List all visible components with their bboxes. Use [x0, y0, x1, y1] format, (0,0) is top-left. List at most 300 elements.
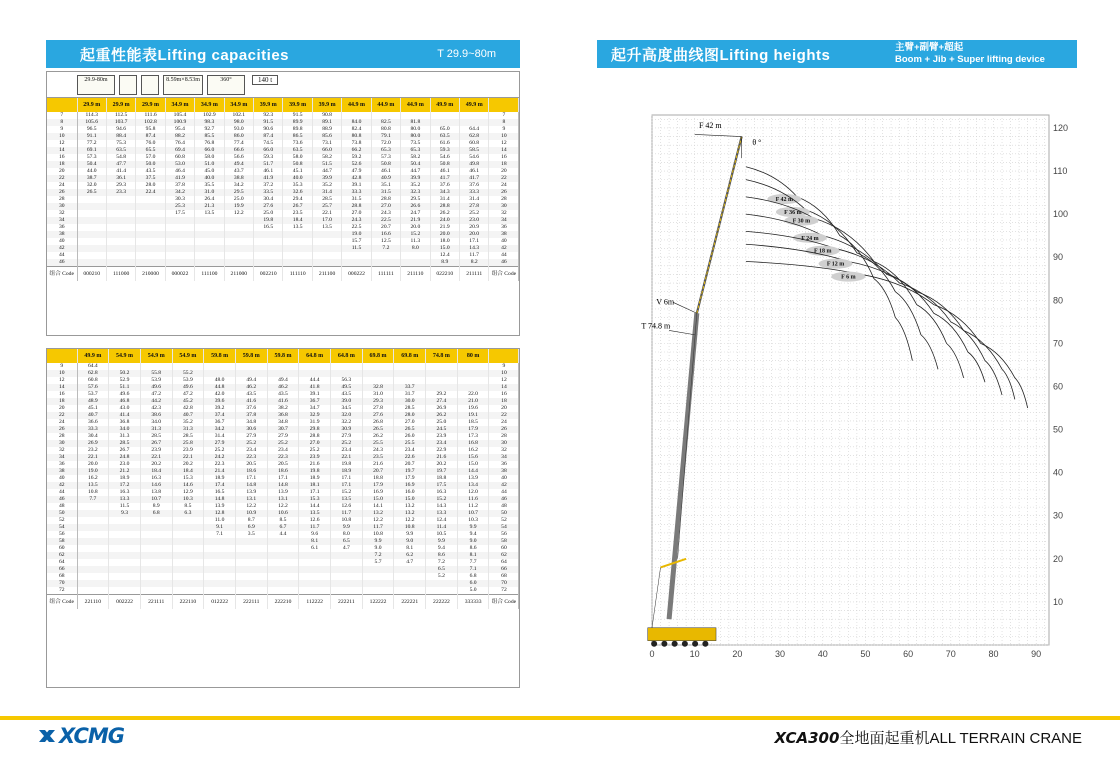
jib-icon	[119, 75, 137, 95]
capacity-cell: 28.0	[394, 412, 426, 419]
capacity-cell	[172, 517, 204, 524]
table-row	[47, 391, 519, 398]
capacity-cell: 41.7	[430, 175, 459, 182]
capacity-cell: 36.8	[109, 419, 141, 426]
capacity-cell: 16.9	[362, 489, 394, 496]
table-row	[47, 468, 519, 475]
capacity-cell: 10.9	[235, 510, 267, 517]
table-row	[47, 210, 519, 217]
capacity-cell: 27.0	[394, 419, 426, 426]
boom-length-icon	[77, 75, 115, 95]
capacity-cell: 17.1	[331, 482, 363, 489]
capacity-cell: 26.9	[426, 405, 458, 412]
annotation-boom-length: T 74.8 m	[641, 321, 671, 331]
radius-cell: 66	[47, 566, 77, 573]
radius-cell: 38	[47, 231, 77, 238]
capacity-cell	[165, 238, 194, 245]
capacity-cell: 13.5	[195, 210, 224, 217]
radius-cell-right: 36	[489, 461, 519, 468]
capacity-cell: 10.8	[331, 517, 363, 524]
capacity-cell: 22.5	[342, 224, 371, 231]
boom-length-label: 29.9-80m	[84, 77, 108, 83]
capacity-cell	[457, 363, 489, 370]
capacity-cell: 16.2	[77, 475, 109, 482]
capacity-cell: 42.0	[204, 391, 236, 398]
capacity-cell: 18.9	[109, 475, 141, 482]
radius-cell-right: 66	[489, 566, 519, 573]
capacity-cell: 12.5	[371, 238, 400, 245]
capacity-cell: 43.5	[235, 391, 267, 398]
curve-label: F 12 m	[826, 261, 845, 268]
capacity-cell	[140, 573, 172, 580]
model-en: ALL TERRAIN CRANE	[929, 730, 1082, 747]
capacity-cell: 86.5	[283, 133, 312, 140]
capacity-cell: 4.7	[331, 545, 363, 552]
counterweight-label: 140 t	[252, 75, 278, 85]
capacity-cell	[106, 196, 135, 203]
capacity-cell: 58.2	[401, 154, 430, 161]
capacity-cell: 57.3	[371, 154, 400, 161]
capacity-cell: 20.7	[394, 461, 426, 468]
capacity-cell: 9.0	[394, 538, 426, 545]
capacity-cell: 12.2	[267, 503, 299, 510]
capacity-cell: 10.8	[77, 489, 109, 496]
capacity-cell: 14.3	[426, 503, 458, 510]
capacity-cell: 6.5	[331, 538, 363, 545]
radius-cell: 9	[47, 363, 77, 370]
capacity-cell	[195, 238, 224, 245]
radius-cell: 58	[47, 538, 77, 545]
capacity-cell: 5.0	[457, 587, 489, 595]
radius-cell-right: 22	[489, 175, 519, 182]
capacity-cell: 16.3	[426, 489, 458, 496]
capacity-cell	[362, 370, 394, 377]
capacity-cell	[204, 559, 236, 566]
capacity-cell: 57.6	[77, 384, 109, 391]
lifting-capacities-title: 起重性能表Lifting capacities	[80, 46, 290, 64]
capacity-cell	[140, 363, 172, 370]
capacity-cell	[299, 552, 331, 559]
capacity-cell	[331, 559, 363, 566]
capacity-cell	[165, 224, 194, 231]
radius-cell: 10	[47, 370, 77, 377]
capacity-cell: 16.6	[371, 231, 400, 238]
capacity-cell: 25.2	[299, 447, 331, 454]
capacity-cell	[204, 363, 236, 370]
capacity-cell: 24.3	[362, 447, 394, 454]
capacity-cell	[371, 112, 400, 119]
radius-cell: 50	[47, 510, 77, 517]
capacity-cell: 15.2	[331, 489, 363, 496]
capacity-cell: 41.9	[165, 175, 194, 182]
radius-cell-right: 44	[489, 489, 519, 496]
table-row	[47, 398, 519, 405]
capacity-cell: 87.4	[136, 133, 165, 140]
capacity-cell: 63.5	[106, 147, 135, 154]
capacity-cell: 20.7	[362, 468, 394, 475]
capacity-cell: 35.2	[312, 182, 341, 189]
capacity-cell: 53.7	[77, 391, 109, 398]
capacity-cell: 9.6	[299, 531, 331, 538]
capacity-cell: 33.3	[77, 426, 109, 433]
capacity-cell: 16.5	[254, 224, 283, 231]
radius-cell: 24	[47, 419, 77, 426]
capacity-cell: 53.9	[140, 377, 172, 384]
capacity-cell: 86.0	[224, 133, 253, 140]
lifting-capacities-header	[46, 40, 520, 68]
x-tick-label: 40	[817, 649, 828, 659]
capacity-cell: 39.9	[312, 175, 341, 182]
capacity-cell: 50.2	[109, 370, 141, 377]
capacity-cell: 37.2	[254, 182, 283, 189]
radius-cell: 60	[47, 545, 77, 552]
code-row	[47, 595, 519, 609]
capacity-cell: 8.5	[267, 517, 299, 524]
capacity-cell: 8.0	[401, 245, 430, 252]
outrigger-icon	[163, 75, 203, 95]
code-cell: 221111	[140, 595, 172, 609]
radius-cell-right: 70	[489, 580, 519, 587]
capacity-cell: 26.5	[394, 426, 426, 433]
capacity-cell: 51.0	[195, 161, 224, 168]
capacity-cell: 54.6	[430, 154, 459, 161]
capacity-cell: 32.8	[362, 384, 394, 391]
capacity-cell: 30.7	[267, 426, 299, 433]
capacity-cell: 9.0	[362, 545, 394, 552]
capacity-cell: 31.3	[140, 426, 172, 433]
capacity-cell	[235, 545, 267, 552]
capacity-cell: 28.5	[394, 405, 426, 412]
capacity-cell	[140, 566, 172, 573]
capacity-cell: 15.2	[401, 231, 430, 238]
capacity-cell: 43.5	[331, 391, 363, 398]
capacity-cell	[77, 259, 106, 267]
capacity-cell: 91.1	[77, 133, 106, 140]
boom-length-header: 39.9 m	[283, 98, 312, 112]
capacity-cell	[109, 566, 141, 573]
boom-length-header: 49.9 m	[77, 349, 109, 363]
capacity-cell	[172, 573, 204, 580]
capacity-cell: 37.4	[204, 412, 236, 419]
table-row	[47, 203, 519, 210]
capacity-cell: 72.0	[371, 140, 400, 147]
capacity-cell: 50.4	[401, 161, 430, 168]
capacity-cell: 35.3	[283, 182, 312, 189]
capacity-cell: 45.2	[172, 398, 204, 405]
radius-header-left	[47, 98, 77, 112]
capacity-cell: 44.7	[401, 168, 430, 175]
capacity-cell: 13.2	[394, 503, 426, 510]
code-cell: 000222	[342, 267, 371, 281]
capacity-cell: 25.2	[331, 440, 363, 447]
table-row	[47, 238, 519, 245]
table-row	[47, 259, 519, 267]
model-code: XCA300	[774, 729, 840, 747]
radius-cell: 44	[47, 489, 77, 496]
capacity-cell	[394, 370, 426, 377]
capacity-cell	[172, 587, 204, 595]
capacity-cell: 24.7	[401, 210, 430, 217]
capacity-cell: 88.9	[312, 126, 341, 133]
table-row	[47, 517, 519, 524]
capacity-cell: 77.2	[77, 140, 106, 147]
capacity-cell: 9.4	[426, 545, 458, 552]
radius-cell-right: 36	[489, 224, 519, 231]
radius-cell: 20	[47, 405, 77, 412]
x-tick-label: 50	[860, 649, 871, 659]
capacity-cell: 8.1	[299, 538, 331, 545]
capacity-cell: 64.4	[77, 363, 109, 370]
radius-cell: 18	[47, 161, 77, 168]
capacity-cell: 31.5	[371, 189, 400, 196]
radius-cell: 38	[47, 468, 77, 475]
boom-length-header: 29.9 m	[136, 98, 165, 112]
radius-cell: 7	[47, 112, 77, 119]
capacity-cell	[342, 252, 371, 259]
slewing-icon	[207, 75, 245, 95]
table-row	[47, 545, 519, 552]
hook-icon	[141, 75, 159, 95]
capacity-cell	[106, 259, 135, 267]
capacity-cell: 89.8	[283, 126, 312, 133]
capacity-cell	[342, 112, 371, 119]
table-row	[47, 426, 519, 433]
capacity-cell: 42.8	[342, 175, 371, 182]
capacity-cell: 22.1	[77, 454, 109, 461]
capacity-cell: 9.1	[204, 524, 236, 531]
capacity-cell: 89.1	[312, 119, 341, 126]
code-label-right: 组合 Code	[489, 595, 519, 609]
capacity-cell: 12.0	[457, 489, 489, 496]
capacity-cell: 27.6	[362, 412, 394, 419]
capacity-cell: 48.9	[77, 398, 109, 405]
radius-cell: 62	[47, 552, 77, 559]
capacity-cell	[224, 238, 253, 245]
capacity-cell: 58.2	[312, 154, 341, 161]
capacity-cell	[77, 203, 106, 210]
capacity-table-1-panel	[46, 71, 520, 336]
table-row	[47, 552, 519, 559]
capacity-cell: 47.2	[172, 391, 204, 398]
boom-length-header: 54.9 m	[140, 349, 172, 363]
table-row	[47, 224, 519, 231]
table-row	[47, 133, 519, 140]
capacity-cell: 66.0	[312, 147, 341, 154]
capacity-cell: 32.9	[299, 412, 331, 419]
capacity-cell: 49.6	[172, 384, 204, 391]
x-tick-label: 20	[732, 649, 743, 659]
capacity-cell: 33.3	[459, 189, 488, 196]
capacity-cell: 65.3	[371, 147, 400, 154]
capacity-cell: 19.0	[342, 231, 371, 238]
radius-cell: 42	[47, 245, 77, 252]
capacity-cell	[401, 112, 430, 119]
curve-label: F 42 m	[775, 197, 794, 204]
capacity-cell: 34.8	[235, 419, 267, 426]
capacity-cell	[204, 370, 236, 377]
table-row	[47, 524, 519, 531]
capacity-cell: 50.8	[430, 161, 459, 168]
capacity-cell: 39.1	[342, 182, 371, 189]
radius-cell-right: 26	[489, 426, 519, 433]
table-row	[47, 447, 519, 454]
curve-label: F 24 m	[801, 235, 819, 242]
capacity-cell: 43.5	[267, 391, 299, 398]
capacity-cell: 42.8	[172, 405, 204, 412]
capacity-cell: 25.3	[165, 203, 194, 210]
capacity-cell: 15.0	[362, 496, 394, 503]
capacity-cell: 46.8	[109, 398, 141, 405]
boom-length-header: 54.9 m	[172, 349, 204, 363]
annotation-angle: θ °	[752, 138, 762, 148]
capacity-cell	[77, 517, 109, 524]
capacity-cell: 23.0	[459, 217, 488, 224]
capacity-cell: 88.4	[106, 133, 135, 140]
capacity-cell	[109, 538, 141, 545]
capacity-cell	[235, 566, 267, 573]
model-name	[774, 727, 1082, 748]
capacity-cell	[109, 580, 141, 587]
capacity-cell	[283, 238, 312, 245]
capacity-cell: 26.9	[77, 440, 109, 447]
capacity-cell	[267, 559, 299, 566]
radius-cell: 26	[47, 426, 77, 433]
capacity-table-1	[47, 98, 519, 281]
capacity-cell: 57.3	[77, 154, 106, 161]
radius-cell: 12	[47, 140, 77, 147]
capacity-cell: 27.4	[426, 398, 458, 405]
capacity-cell: 51.5	[312, 161, 341, 168]
capacity-cell: 15.6	[457, 454, 489, 461]
capacity-cell	[204, 587, 236, 595]
capacity-cell: 41.4	[109, 412, 141, 419]
radius-cell-right: 40	[489, 238, 519, 245]
capacity-cell: 6.9	[235, 524, 267, 531]
capacity-cell: 22.1	[331, 454, 363, 461]
capacity-cell	[299, 363, 331, 370]
capacity-cell	[426, 370, 458, 377]
capacity-cell: 28.5	[140, 433, 172, 440]
capacity-cell: 48.0	[204, 377, 236, 384]
radius-cell-right: 56	[489, 531, 519, 538]
x-tick-label: 0	[649, 649, 655, 659]
capacity-cell	[136, 203, 165, 210]
capacity-cell: 41.4	[106, 168, 135, 175]
capacity-cell: 40.7	[77, 412, 109, 419]
capacity-cell: 23.9	[140, 447, 172, 454]
capacity-cell: 85.5	[195, 133, 224, 140]
capacity-cell	[371, 259, 400, 267]
radius-cell-right: 42	[489, 245, 519, 252]
capacity-cell: 3.5	[235, 531, 267, 538]
capacity-cell	[204, 545, 236, 552]
radius-cell: 18	[47, 398, 77, 405]
capacity-cell: 64.4	[459, 126, 488, 133]
capacity-cell: 31.4	[459, 196, 488, 203]
capacity-cell: 35.1	[371, 182, 400, 189]
table-row	[47, 370, 519, 377]
lifting-heights-chart	[597, 105, 1077, 667]
capacity-cell: 84.0	[342, 119, 371, 126]
radius-cell: 22	[47, 175, 77, 182]
y-tick-label: 60	[1053, 381, 1064, 392]
capacity-cell: 53.9	[172, 377, 204, 384]
condition-pictograms	[47, 72, 519, 98]
capacity-cell: 17.2	[109, 482, 141, 489]
capacity-cell	[136, 259, 165, 267]
capacity-cell	[165, 252, 194, 259]
capacity-cell	[299, 559, 331, 566]
radius-cell: 8	[47, 119, 77, 126]
table-row	[47, 168, 519, 175]
capacity-cell: 17.9	[362, 482, 394, 489]
radius-cell: 28	[47, 433, 77, 440]
capacity-cell	[362, 377, 394, 384]
radius-cell-right: 9	[489, 126, 519, 133]
table-row	[47, 196, 519, 203]
radius-cell-right: 16	[489, 154, 519, 161]
capacity-cell	[77, 587, 109, 595]
capacity-cell: 11.5	[109, 503, 141, 510]
capacity-cell: 34.2	[165, 189, 194, 196]
capacity-cell: 11.2	[457, 503, 489, 510]
capacity-cell	[77, 573, 109, 580]
capacity-cell: 11.5	[342, 245, 371, 252]
wheel	[672, 641, 678, 647]
capacity-cell: 6.8	[140, 510, 172, 517]
capacity-cell	[77, 231, 106, 238]
capacity-cell: 16.8	[457, 440, 489, 447]
capacity-cell	[77, 559, 109, 566]
capacity-cell	[267, 587, 299, 595]
capacity-cell: 10.3	[172, 496, 204, 503]
capacity-cell: 22.1	[312, 210, 341, 217]
capacity-cell: 19.7	[426, 468, 458, 475]
capacity-cell: 76.0	[136, 140, 165, 147]
radius-cell-right: 20	[489, 168, 519, 175]
y-tick-label: 30	[1053, 510, 1064, 521]
capacity-cell: 10.6	[267, 510, 299, 517]
capacity-cell: 39.2	[204, 405, 236, 412]
capacity-cell: 13.9	[204, 503, 236, 510]
capacity-cell: 26.2	[430, 210, 459, 217]
code-cell: 000022	[165, 267, 194, 281]
capacity-cell	[362, 573, 394, 580]
capacity-cell	[267, 566, 299, 573]
capacity-cell: 44.8	[204, 384, 236, 391]
code-cell: 211110	[401, 267, 430, 281]
capacity-cell	[459, 112, 488, 119]
capacity-cell: 38.2	[267, 405, 299, 412]
radius-cell: 54	[47, 524, 77, 531]
capacity-cell: 22.4	[136, 189, 165, 196]
capacity-cell: 25.2	[204, 447, 236, 454]
capacity-cell: 21.4	[204, 468, 236, 475]
code-cell: 222221	[394, 595, 426, 609]
capacity-cell: 9.0	[457, 538, 489, 545]
capacity-cell: 66.0	[254, 147, 283, 154]
capacity-cell: 39.1	[299, 391, 331, 398]
radius-cell-right: 30	[489, 440, 519, 447]
boom-length-header: 29.9 m	[77, 98, 106, 112]
capacity-cell	[254, 245, 283, 252]
capacity-cell: 7.2	[371, 245, 400, 252]
capacity-cell: 21.3	[195, 203, 224, 210]
capacity-cell	[106, 210, 135, 217]
capacity-cell: 26.7	[140, 440, 172, 447]
boom-length-header: 74.8 m	[426, 349, 458, 363]
capacity-cell	[426, 580, 458, 587]
